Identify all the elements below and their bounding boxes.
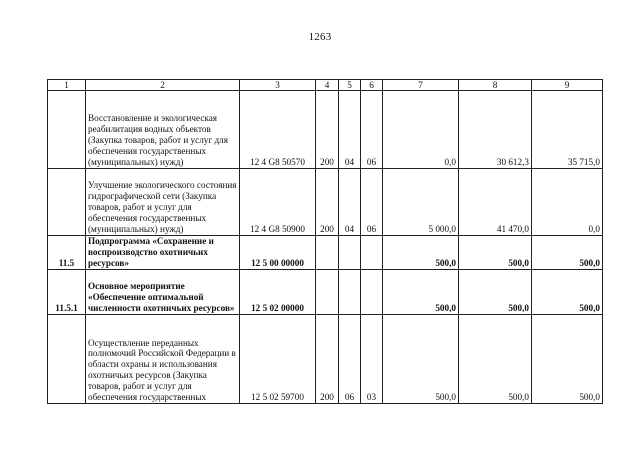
row-col-5: 04 bbox=[339, 169, 361, 236]
row-col-6: 06 bbox=[361, 169, 383, 236]
header-col-6: 6 bbox=[361, 80, 383, 91]
row-name: Улучшение экологического состояния гидрографической сети (Закупка товаров, работ и услуг для обеспечения государственных (муниципальных) нужд) bbox=[86, 169, 240, 236]
row-col-4: 200 bbox=[316, 91, 339, 169]
row-value-8: 500,0 bbox=[459, 315, 532, 404]
header-col-3: 3 bbox=[240, 80, 316, 91]
row-number: 11.5.1 bbox=[48, 270, 86, 315]
row-value-8: 500,0 bbox=[459, 270, 532, 315]
row-col-6: 06 bbox=[361, 91, 383, 169]
row-value-9: 0,0 bbox=[532, 169, 603, 236]
row-value-8: 30 612,3 bbox=[459, 91, 532, 169]
header-col-9: 9 bbox=[532, 80, 603, 91]
header-col-8: 8 bbox=[459, 80, 532, 91]
table-row bbox=[48, 91, 603, 169]
header-col-4: 4 bbox=[316, 80, 339, 91]
row-value-7: 500,0 bbox=[383, 315, 459, 404]
header-col-7: 7 bbox=[383, 80, 459, 91]
row-name: Основное мероприятие «Обеспечение оптимальной численности охотничьих ресурсов» bbox=[86, 270, 240, 315]
row-name: Подпрограмма «Сохранение и воспроизводство охотничьих ресурсов» bbox=[86, 236, 240, 270]
row-value-9: 35 715,0 bbox=[532, 91, 603, 169]
row-col-6: 03 bbox=[361, 315, 383, 404]
row-number bbox=[48, 315, 86, 404]
table-row bbox=[48, 169, 603, 236]
row-value-9: 500,0 bbox=[532, 270, 603, 315]
row-value-7: 0,0 bbox=[383, 91, 459, 169]
row-value-7: 5 000,0 bbox=[383, 169, 459, 236]
header-col-2: 2 bbox=[86, 80, 240, 91]
row-col-4: 200 bbox=[316, 315, 339, 404]
row-name: Осуществление переданных полномочий Российской Федерации в области охраны и использования охотничьих ресурсов (Закупка товаров, работ и услуг для обеспечения государственных bbox=[86, 315, 240, 404]
header-col-5: 5 bbox=[339, 80, 361, 91]
table-row bbox=[48, 315, 603, 404]
table-row-main-activity bbox=[48, 270, 603, 315]
table-row-subprogram bbox=[48, 236, 603, 270]
row-value-8: 500,0 bbox=[459, 236, 532, 270]
row-value-7: 500,0 bbox=[383, 270, 459, 315]
header-col-1: 1 bbox=[48, 80, 86, 91]
row-col-5 bbox=[339, 236, 361, 270]
row-code: 12 4 G8 50900 bbox=[240, 169, 316, 236]
row-code: 12 5 02 59700 bbox=[240, 315, 316, 404]
row-col-4: 200 bbox=[316, 169, 339, 236]
row-value-8: 41 470,0 bbox=[459, 169, 532, 236]
row-col-6 bbox=[361, 236, 383, 270]
row-number bbox=[48, 91, 86, 169]
row-number: 11.5 bbox=[48, 236, 86, 270]
row-col-4 bbox=[316, 270, 339, 315]
row-code: 12 5 02 00000 bbox=[240, 270, 316, 315]
row-col-5: 04 bbox=[339, 91, 361, 169]
row-col-4 bbox=[316, 236, 339, 270]
row-value-9: 500,0 bbox=[532, 315, 603, 404]
table-header-row bbox=[48, 80, 603, 91]
budget-table bbox=[47, 79, 603, 404]
row-name: Восстановление и экологическая реабилитация водных объектов (Закупка товаров, работ и услуг для обеспечения государственных (муниципальных) нужд) bbox=[86, 91, 240, 169]
row-code: 12 5 00 00000 bbox=[240, 236, 316, 270]
row-col-6 bbox=[361, 270, 383, 315]
row-number bbox=[48, 169, 86, 236]
row-value-7: 500,0 bbox=[383, 236, 459, 270]
row-code: 12 4 G8 50570 bbox=[240, 91, 316, 169]
row-value-9: 500,0 bbox=[532, 236, 603, 270]
row-col-5 bbox=[339, 270, 361, 315]
page-number: 1263 bbox=[308, 31, 332, 43]
row-col-5: 06 bbox=[339, 315, 361, 404]
